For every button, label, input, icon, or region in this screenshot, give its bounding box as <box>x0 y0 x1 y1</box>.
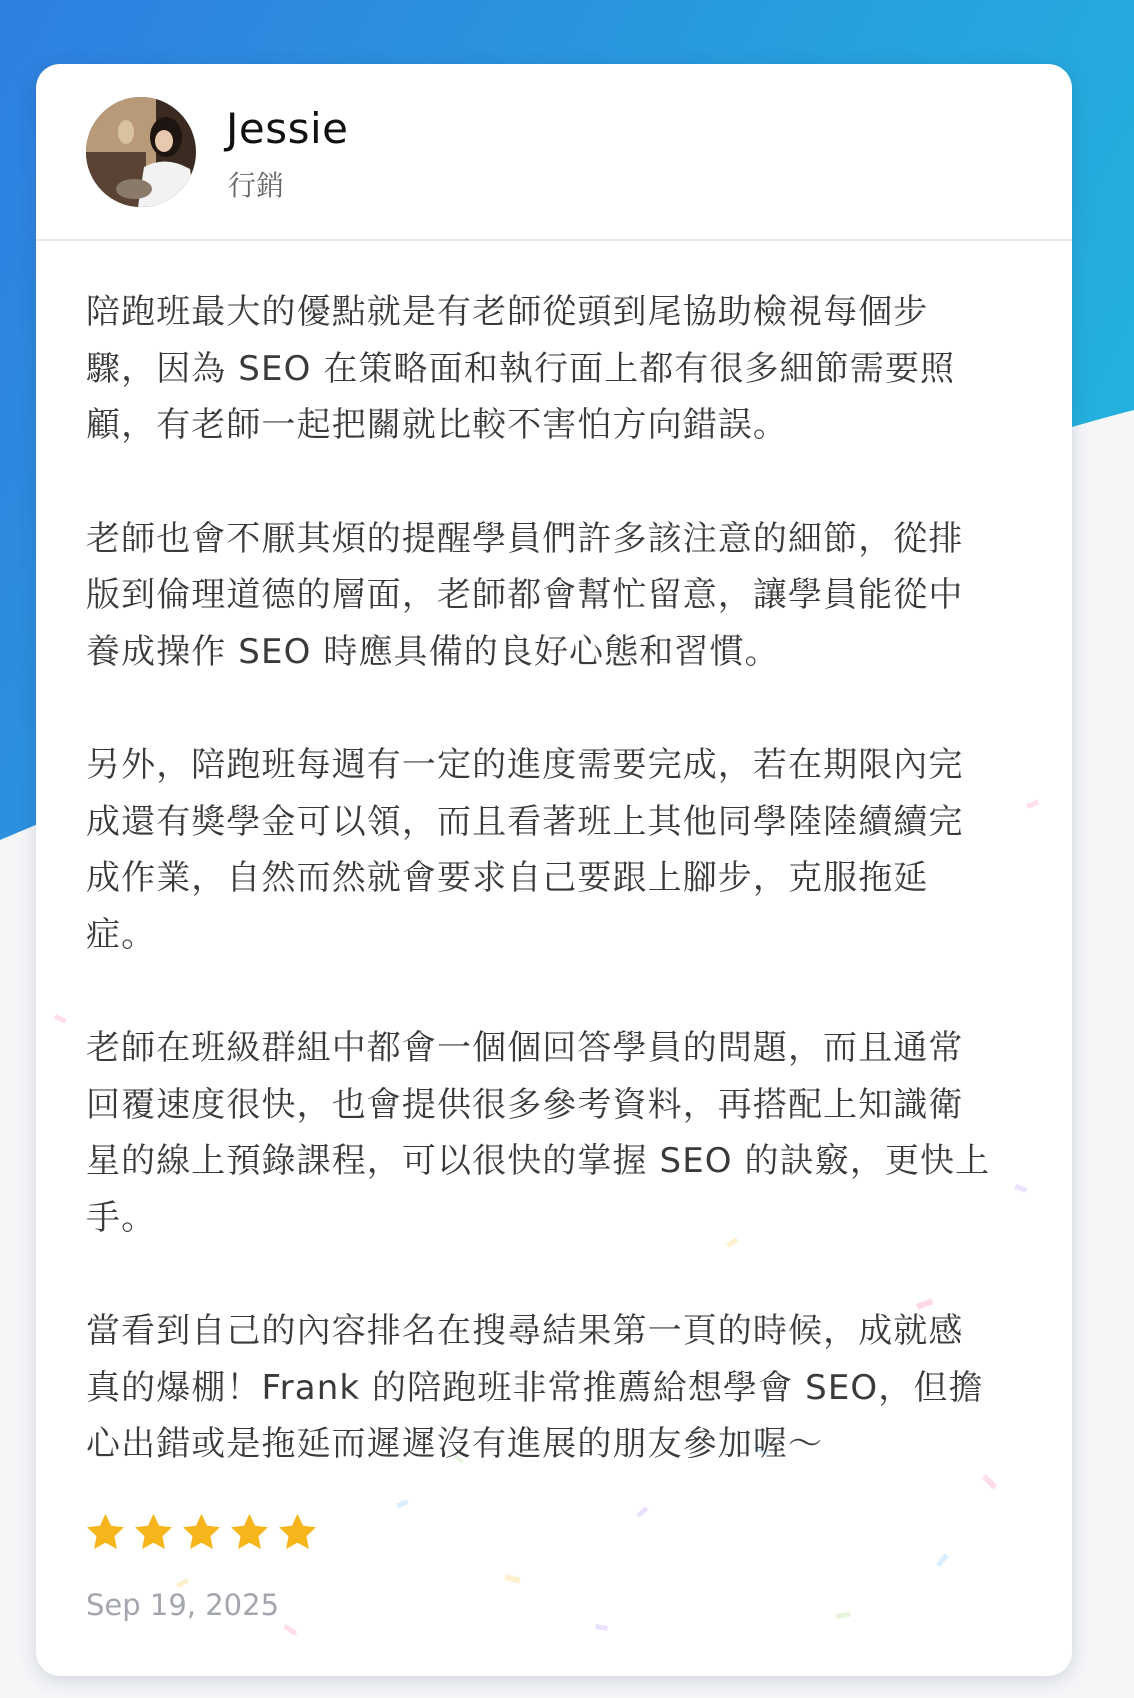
review-card <box>36 64 1072 1676</box>
avatar-photo-icon <box>86 97 196 207</box>
review-paragraph: 陪跑班最大的優點就是有老師從頭到尾協助檢視每個步 驟，因為 SEO 在策略面和執行面上都有很多細節需要照 顧，有老師一起把關就比較不害怕方向錯誤。 <box>86 292 956 445</box>
star-icon <box>180 1511 223 1554</box>
review-date: Sep 19, 2025 <box>86 1588 280 1622</box>
review-paragraph: 當看到自己的內容排名在搜尋結果第一頁的時候，成就感 真的爆棚！Frank 的陪跑班非常推薦給想學會 SEO，但擔 心出錯或是拖延而遲遲沒有進展的朋友參加喔～ <box>86 1311 984 1464</box>
review-paragraph: 另外，陪跑班每週有一定的進度需要完成，若在期限內完 成還有獎學金可以領，而且看著班上其他同學陸陸續續完 成作業，自然而然就會要求自己要跟上腳步，克服拖延 症。 <box>86 745 964 955</box>
star-icon <box>132 1511 175 1554</box>
author-name: Jessie <box>226 104 349 153</box>
review-paragraph: 老師在班級群組中都會一個個回答學員的問題，而且通常 回覆速度很快，也會提供很多參考資料，再搭配上知識衛 星的線上預錄課程，可以很快的掌握 SEO 的訣竅，更快上 手。 <box>86 1028 991 1238</box>
star-icon <box>276 1511 319 1554</box>
review-header <box>36 64 1072 241</box>
avatar[interactable] <box>86 97 196 207</box>
review-body <box>86 284 1046 1530</box>
star-icon <box>228 1511 271 1554</box>
star-icon <box>84 1511 127 1554</box>
author-role: 行銷 <box>228 169 285 202</box>
star-rating <box>84 1511 319 1555</box>
review-paragraph: 老師也會不厭其煩的提醒學員們許多該注意的細節，從排 版到倫理道德的層面，老師都會幫忙留意，讓學員能從中 養成操作 SEO 時應具備的良好心態和習慣。 <box>86 518 964 672</box>
